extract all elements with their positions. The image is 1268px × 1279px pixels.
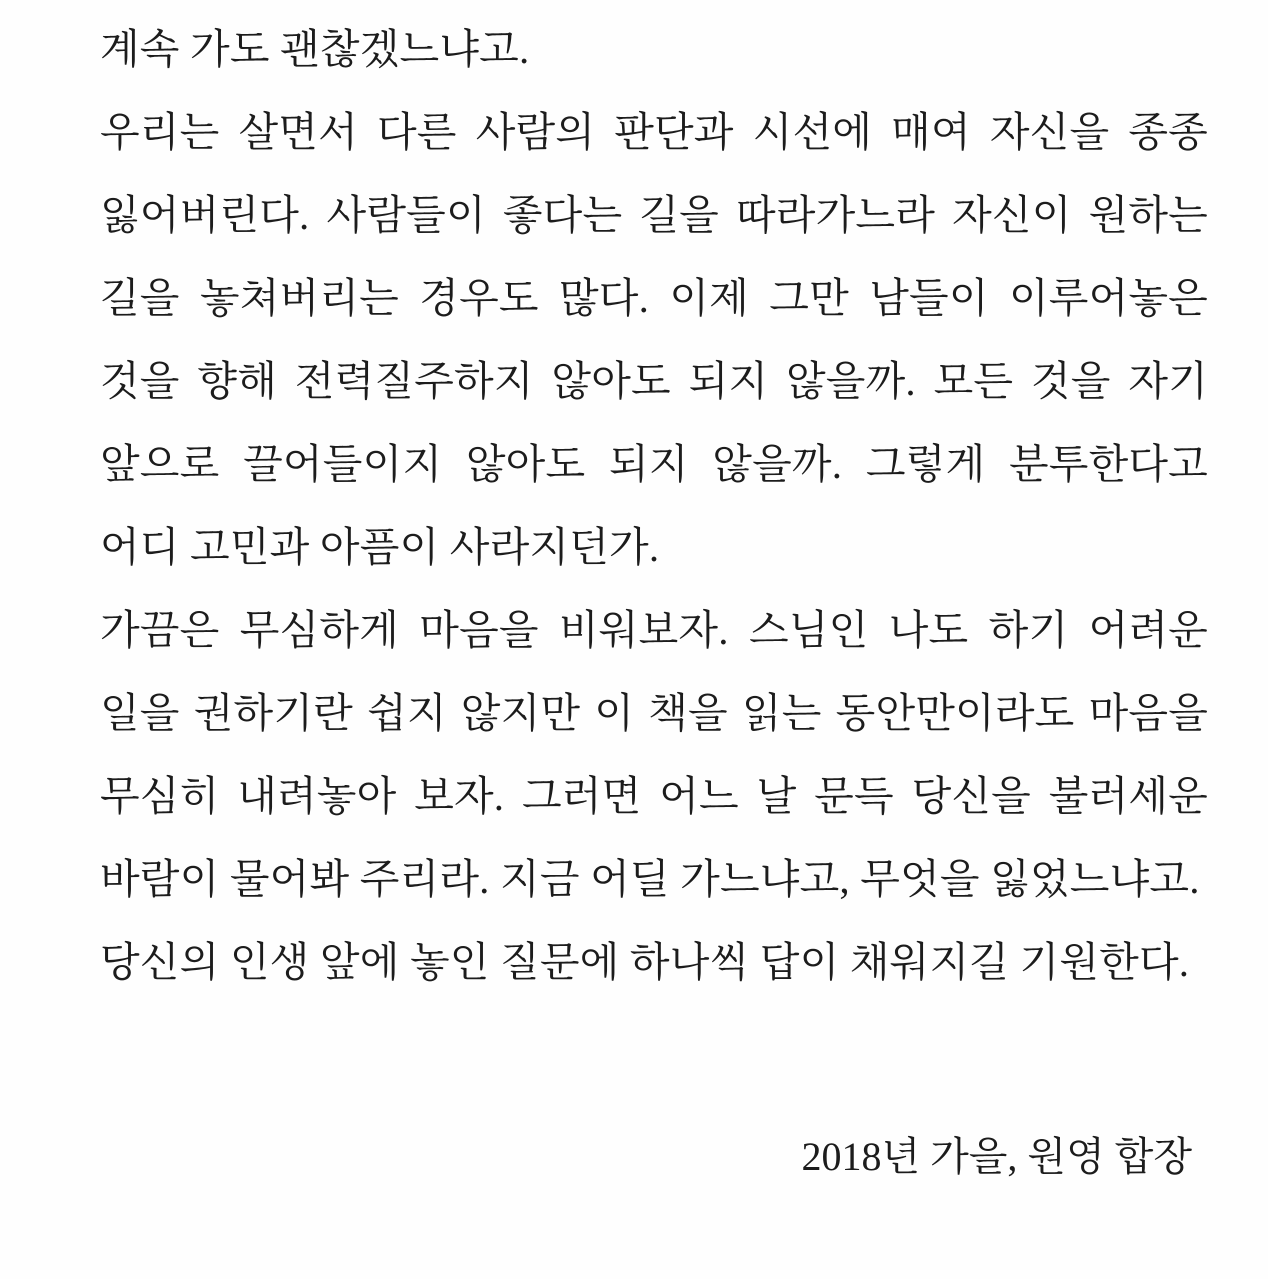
paragraph-4: 당신의 인생 앞에 놓인 질문에 하나씩 답이 채워지길 기원한다. (100, 939, 1190, 985)
signature: 2018년 가을, 원영 합장 (801, 1134, 1192, 1179)
paragraph-1: 계속 가도 괜찮겠느냐고. (100, 26, 530, 72)
paragraph-3: 가끔은 무심하게 마음을 비워보자. 스님인 나도 하기 어려운 일을 권하기란 쉽지 않지만 이 책을 읽는 동안만이라도 마음을 무심히 내려놓아 보자. 그러면 어느 날 문득 당신을 불러세운 바람이 물어봐 주리라. 지금 어딜 가느냐고, 무엇을 잃었느냐고. (100, 607, 1208, 902)
document-body (100, 8, 1208, 1004)
paragraph-2: 우리는 살면서 다른 사람의 판단과 시선에 매여 자신을 종종 잃어버린다. 사람들이 좋다는 길을 따라가느라 자신이 원하는 길을 놓쳐버리는 경우도 많다. 이제 그만 남들이 이루어놓은 것을 향해 전력질주하지 않아도 되지 않을까. 모든 것을 자기 앞으로 끌어들이지 않아도 되지 않을까. 그렇게 분투한다고 어디 고민과 아픔이 사라지던가. (100, 109, 1208, 570)
